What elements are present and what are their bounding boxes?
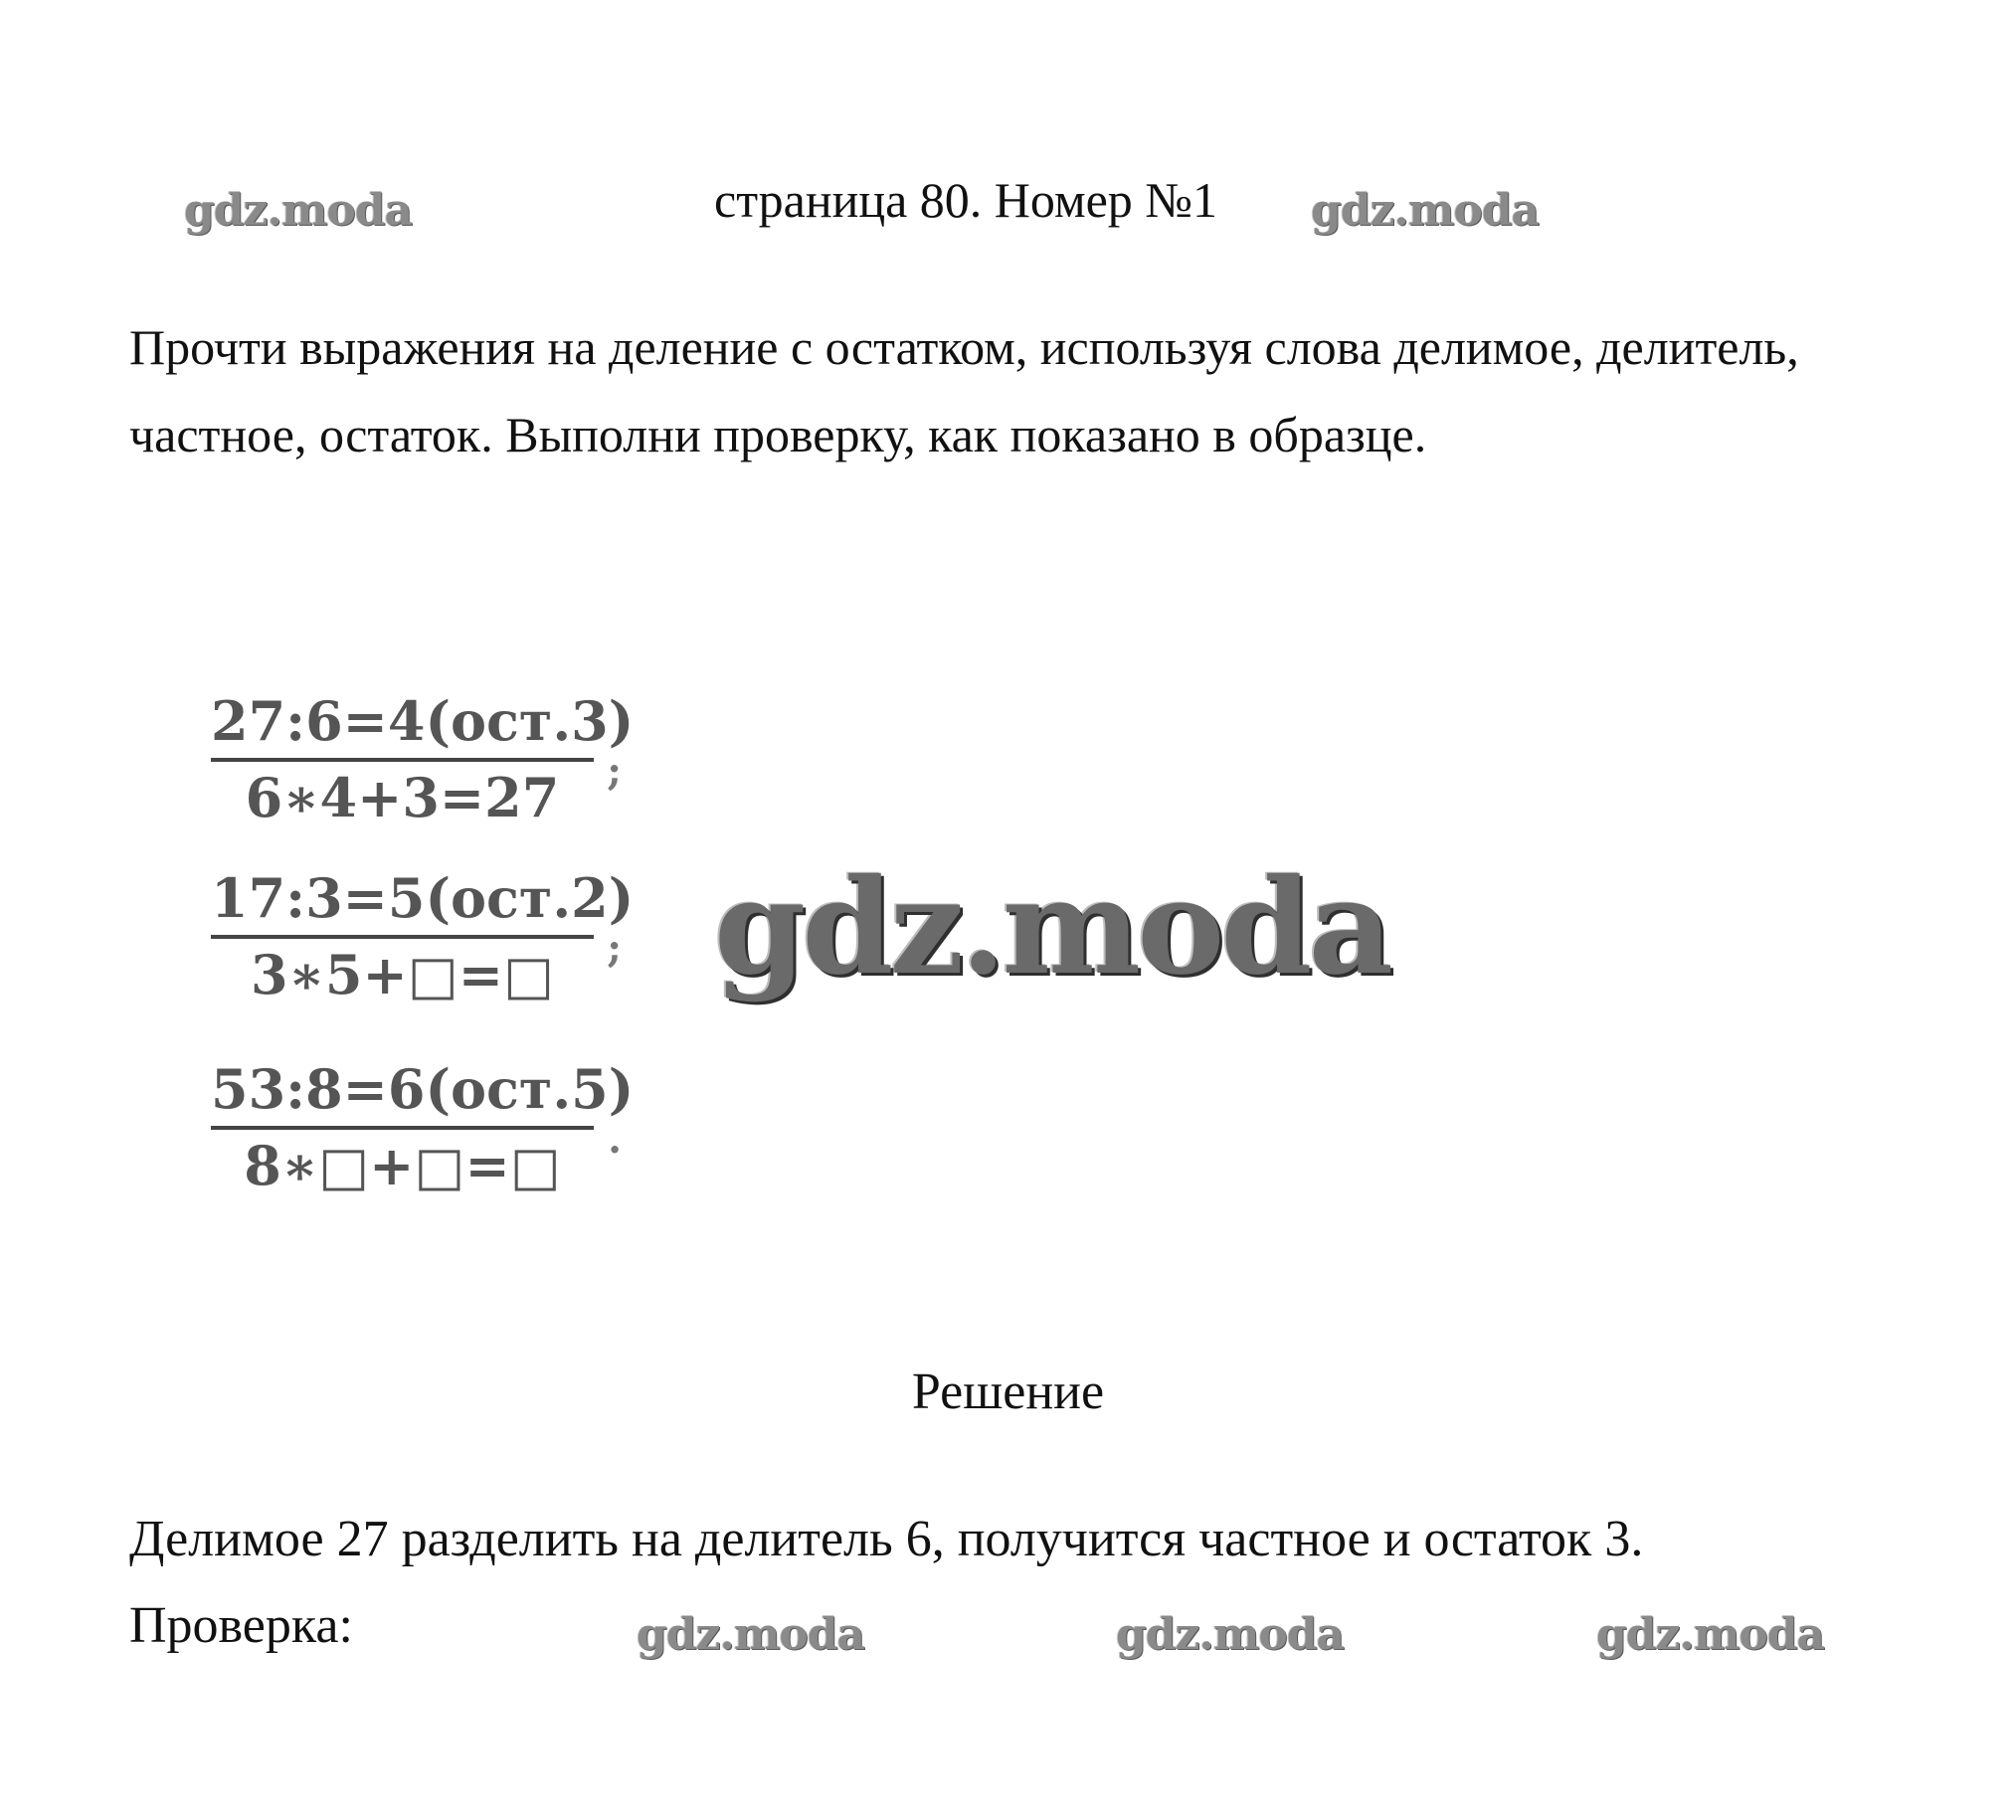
expression-exercise xyxy=(211,1054,635,1201)
division-expression: 27:6=4(ост.3) xyxy=(211,686,594,762)
page-title: страница 80. Номер №1 xyxy=(714,172,1218,228)
division-expression: 17:3=5(ост.2) xyxy=(211,863,594,939)
watermark-logo: gdz.moda xyxy=(184,185,413,236)
expression-exercise xyxy=(211,863,635,1010)
watermark-logo: gdz.moda xyxy=(637,1609,865,1660)
punctuation: ; xyxy=(607,925,622,972)
punctuation: . xyxy=(608,1116,622,1163)
watermark-logo: gdz.moda xyxy=(1596,1609,1825,1660)
watermark-logo: gdz.moda xyxy=(714,850,1390,1004)
check-label: Проверка: xyxy=(129,1597,353,1654)
task-text: Прочти выражения на деление с остатком, используя слова делимое, делитель, частное, остаток. Выполни проверку, как показано в образце. xyxy=(129,319,1799,462)
check-expression: 6∗4+3=27 xyxy=(245,766,560,829)
check-expression: 3∗5+□=□ xyxy=(251,943,554,1006)
solution-heading: Решение xyxy=(911,1364,1105,1420)
division-expression: 53:8=6(ост.5) xyxy=(211,1054,594,1130)
watermark-logo: gdz.moda xyxy=(1116,1609,1345,1660)
watermark-logo: gdz.moda xyxy=(1311,185,1540,236)
solution-answer: Делимое 27 разделить на делитель 6, получится частное и остаток 3. xyxy=(129,1511,1644,1567)
expression-example xyxy=(211,686,635,833)
check-expression: 8∗□+□=□ xyxy=(244,1134,561,1197)
punctuation: ; xyxy=(607,748,622,795)
